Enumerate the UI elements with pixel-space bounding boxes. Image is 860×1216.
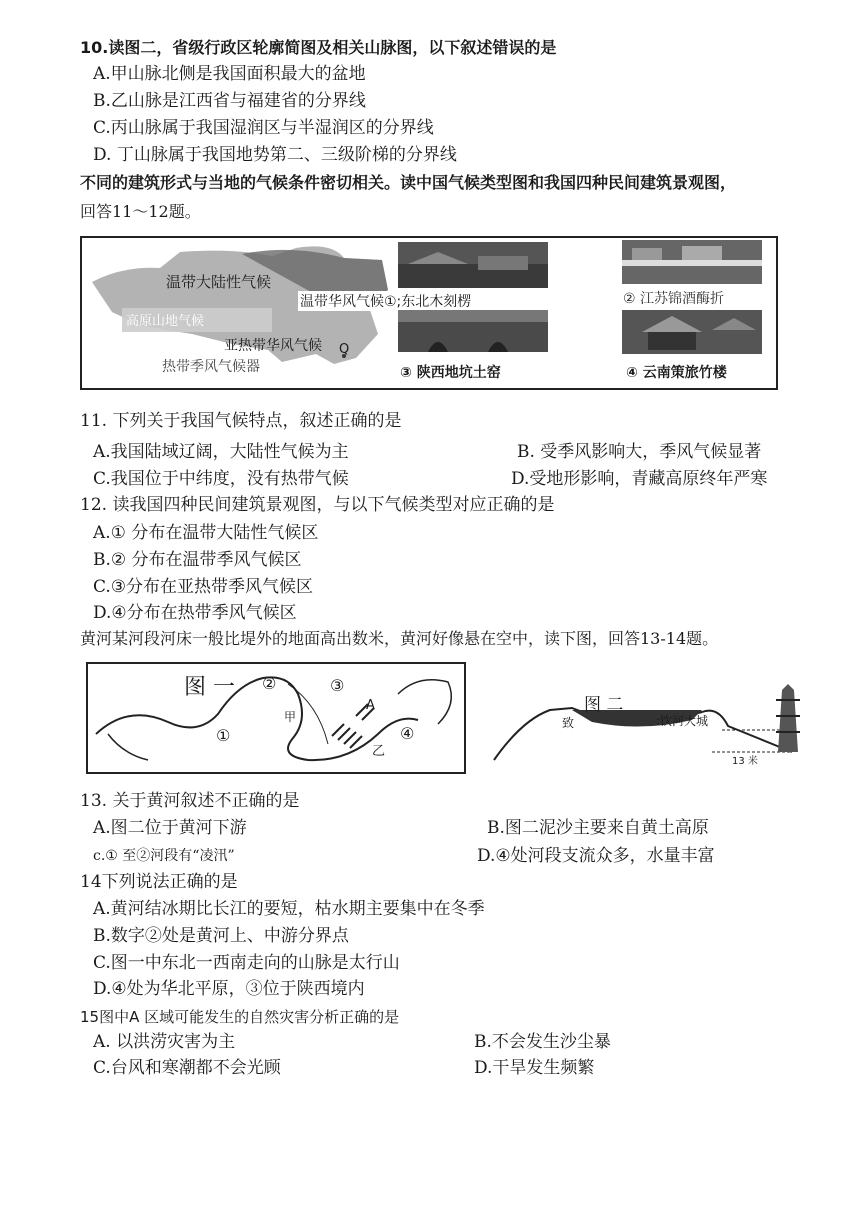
q15-stem: 15图中A 区域可能发生的自然灾害分析正确的是 bbox=[80, 1008, 400, 1026]
caption-jiangsu: ② 江苏锦酒酶折 bbox=[623, 291, 725, 307]
q11-option-a: A.我国陆域辽阔，大陆性气候为主 bbox=[93, 442, 349, 462]
q13-option-c: c.① 至②河段有“凌汛” bbox=[93, 848, 235, 864]
q11-option-c: C.我国位于中纬度，没有热带气候 bbox=[93, 469, 349, 489]
photo-jiangsu-house bbox=[622, 240, 762, 284]
photo-bamboo-house bbox=[622, 310, 762, 354]
profile-label-zhi: 致 bbox=[562, 716, 575, 730]
label-temperate-monsoon: 温带华风气候①;东北木刻楞 bbox=[298, 291, 473, 311]
q10-stem: 10.读图二，省级行政区轮廓简图及相关山脉图，以下叙述错误的是 bbox=[80, 38, 557, 57]
intro-13-14: 黄河某河段河床一般比堤外的地面高出数米，黄河好像悬在空中，读下图，回答13-14题。 bbox=[80, 629, 719, 648]
q14-option-c: C.图一中东北一西南走向的山脉是太行山 bbox=[93, 953, 400, 973]
mark-4: ④ bbox=[400, 724, 415, 743]
mark-3: ③ bbox=[330, 676, 345, 695]
q10-option-d: D. 丁山脉属于我国地势第二、三级阶梯的分界线 bbox=[93, 145, 457, 165]
mark-yi: 乙 bbox=[372, 744, 386, 759]
q11-option-b: B. 受季风影响大，季风气候显著 bbox=[517, 442, 762, 462]
q15-option-c: C.台风和寒潮都不会光顾 bbox=[93, 1058, 281, 1078]
profile-label-height: 13 米 bbox=[732, 756, 758, 767]
label-plateau: 高原山地气候 bbox=[126, 314, 205, 329]
label-temperate-continental: 温带大陆性气候 bbox=[166, 273, 272, 291]
q12-option-d: D.④分布在热带季风气候区 bbox=[93, 603, 297, 623]
yellow-river-map bbox=[86, 662, 466, 774]
q14-option-b: B.数字②处是黄河上、中游分界点 bbox=[93, 926, 349, 946]
q15-option-d: D.干旱发生频繁 bbox=[474, 1058, 595, 1078]
profile-title: 图 二 bbox=[584, 695, 624, 715]
label-tropical-monsoon: 热带季风气候器 bbox=[162, 359, 260, 375]
q14-option-d: D.④处为华北平原，③位于陕西境内 bbox=[93, 979, 365, 999]
map-title: 图 一 bbox=[184, 675, 235, 700]
q14-stem: 14下列说法正确的是 bbox=[80, 872, 238, 892]
photo-log-house bbox=[398, 242, 548, 288]
mark-a: A bbox=[366, 698, 375, 713]
climate-building-figure bbox=[80, 236, 778, 390]
profile-label-levee: :饮河大城 bbox=[656, 714, 709, 728]
label-q: Q bbox=[339, 342, 350, 357]
q11-stem: 11. 下列关于我国气候特点，叙述正确的是 bbox=[80, 411, 402, 431]
q12-stem: 12. 读我国四种民间建筑景观图，与以下气候类型对应正确的是 bbox=[80, 495, 555, 515]
q12-option-a: A.① 分布在温带大陆性气候区 bbox=[93, 523, 319, 543]
q13-option-a: A.图二位于黄河下游 bbox=[93, 818, 247, 838]
caption-yunnan: ④ 云南策旅竹楼 bbox=[626, 365, 727, 381]
q12-option-c: C.③分布在亚热带季风气候区 bbox=[93, 577, 314, 597]
intro-11-12-line2: 回答11～12题。 bbox=[80, 202, 201, 221]
q10-option-a: A.甲山脉北侧是我国面积最大的盆地 bbox=[93, 64, 366, 84]
q13-stem: 13. 关于黄河叙述不正确的是 bbox=[80, 791, 300, 811]
mark-2: ② bbox=[262, 674, 277, 693]
q14-option-a: A.黄河结冰期比长江的要短，枯水期主要集中在冬季 bbox=[93, 899, 485, 919]
q12-option-b: B.② 分布在温带季风气候区 bbox=[93, 550, 302, 570]
q13-option-b: B.图二泥沙主要来自黄土高原 bbox=[487, 818, 709, 838]
caption-shaanxi: ③ 陕西地坑土窑 bbox=[400, 365, 501, 381]
q15-option-a: A. 以洪涝灾害为主 bbox=[93, 1032, 236, 1052]
q11-option-d: D.受地形影响，青藏高原终年严寒 bbox=[511, 469, 768, 489]
photo-cave-dwelling bbox=[398, 310, 548, 352]
q10-option-c: C.丙山脉属于我国湿润区与半湿润区的分界线 bbox=[93, 118, 434, 138]
mark-jia: 甲 bbox=[284, 710, 297, 724]
q15-option-b: B.不会发生沙尘暴 bbox=[474, 1032, 611, 1052]
hanging-river-profile bbox=[492, 660, 822, 772]
mark-1: ① bbox=[216, 726, 231, 745]
label-subtropical-monsoon: 亚热带华风气候 bbox=[224, 338, 322, 354]
intro-11-12-line1: 不同的建筑形式与当地的气候条件密切相关。读中国气候类型图和我国四种民间建筑景观图， bbox=[80, 173, 737, 192]
q10-option-b: B.乙山脉是江西省与福建省的分界线 bbox=[93, 91, 366, 111]
q13-option-d: D.④处河段支流众多，水量丰富 bbox=[477, 846, 715, 866]
